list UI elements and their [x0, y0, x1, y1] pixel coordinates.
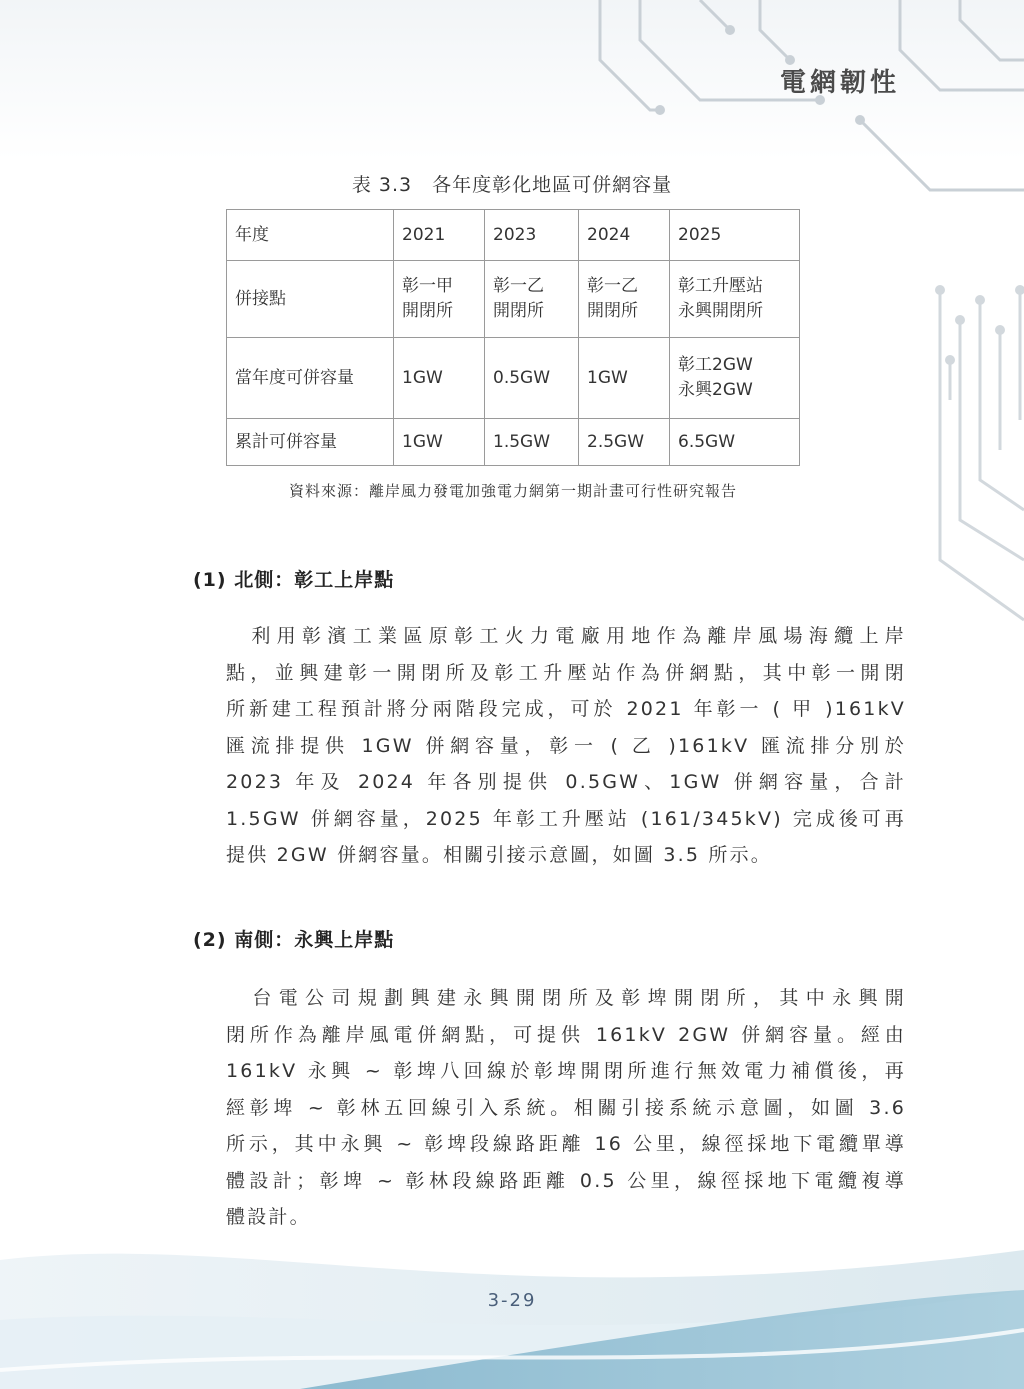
paragraph-line: 體設計；彰埤 ~ 彰林段線路距離 0.5 公里，線徑採地下電纜複導	[226, 1169, 906, 1192]
table-cell	[670, 419, 800, 466]
table-source: 資料來源：離岸風力發電加強電力網第一期計畫可行性研究報告	[288, 482, 737, 500]
paragraph-north	[226, 618, 906, 874]
table-cell	[579, 338, 670, 419]
paragraph-line: 161kV 永興 ~ 彰埤八回線於彰埤開閉所進行無效電力補償後，再	[226, 1060, 906, 1082]
table-cell-line: 6.5GW	[678, 431, 736, 452]
paragraph-line: 台電公司規劃興建永興開閉所及彰埤開閉所，其中永興開	[226, 987, 906, 1009]
paragraph-line: 點，並興建彰一開閉所及彰工升壓站作為併網點，其中彰一開閉	[226, 661, 906, 684]
table-cell	[579, 261, 670, 338]
table-cell-line: 開閉所	[402, 301, 453, 321]
table-cell-line: 彰一乙	[587, 276, 638, 296]
table-cell-line: 彰工升壓站	[678, 276, 763, 296]
paragraph-line: 體設計。	[226, 1206, 311, 1228]
section-title: 電網韌性	[780, 68, 901, 98]
table-row-label: 累計可併容量	[227, 419, 394, 466]
table-cell-line: 2021	[402, 224, 446, 245]
table-cell-line: 開閉所	[587, 301, 638, 321]
table-cell	[394, 419, 485, 466]
table-cell	[485, 261, 579, 338]
table-cell-line: 永興2GW	[678, 380, 753, 400]
paragraph-line: 閉所作為離岸風電併網點，可提供 161kV 2GW 併網容量。經由	[226, 1023, 906, 1046]
table-cell-line: 2025	[678, 224, 722, 245]
paragraph-line: 1.5GW 併網容量，2025 年彰工升壓站 (161/345kV) 完成後可再	[226, 807, 906, 830]
paragraph-line: 所示，其中永興 ~ 彰埤段線路距離 16 公里，線徑採地下電纜單導	[226, 1133, 906, 1155]
table-row	[227, 419, 800, 466]
table-cell-line: 2023	[493, 224, 537, 245]
table-row-label: 併接點	[227, 261, 394, 338]
table-row-label: 年度	[227, 210, 394, 261]
section-heading-north: (1) 北側：彰工上岸點	[193, 569, 395, 591]
table-cell	[670, 210, 800, 261]
table-cell	[579, 210, 670, 261]
table-cell-line: 彰工2GW	[678, 355, 753, 375]
table-cell-line: 0.5GW	[493, 367, 551, 388]
capacity-table	[226, 209, 800, 466]
table-cell	[485, 210, 579, 261]
paragraph-south	[226, 980, 906, 1236]
table-row	[227, 261, 800, 338]
table-cell-line: 1GW	[587, 367, 628, 388]
table-row	[227, 210, 800, 261]
section-heading-south: (2) 南側：永興上岸點	[193, 929, 395, 951]
table-cell-line: 彰一甲	[402, 276, 453, 296]
paragraph-line: 經彰埤 ~ 彰林五回線引入系統。相關引接系統示意圖，如圖 3.6	[226, 1096, 906, 1119]
table-cell	[394, 338, 485, 419]
table-cell	[485, 419, 579, 466]
table-cell-line: 永興開閉所	[678, 301, 763, 321]
table-row-label: 當年度可併容量	[227, 338, 394, 419]
table-cell-line: 1GW	[402, 431, 443, 452]
table-cell-line: 彰一乙	[493, 276, 544, 296]
table-row	[227, 338, 800, 419]
table-cell-line: 2.5GW	[587, 431, 645, 452]
table-cell	[394, 210, 485, 261]
table-cell-line: 開閉所	[493, 301, 544, 321]
table-caption: 表 3.3 各年度彰化地區可併網容量	[351, 174, 673, 196]
table-cell-line: 1GW	[402, 367, 443, 388]
table-cell	[670, 261, 800, 338]
table-cell	[579, 419, 670, 466]
paragraph-line: 所新建工程預計將分兩階段完成，可於 2021 年彰一 ( 甲 )161kV	[226, 698, 906, 720]
table-cell	[394, 261, 485, 338]
table-cell-line: 1.5GW	[493, 431, 551, 452]
paragraph-line: 利用彰濱工業區原彰工火力電廠用地作為離岸風場海纜上岸	[226, 625, 906, 647]
table-cell	[485, 338, 579, 419]
page-number: 3-29	[487, 1290, 537, 1311]
paragraph-line: 2023 年及 2024 年各別提供 0.5GW、1GW 併網容量，合計	[226, 771, 906, 793]
paragraph-line: 匯流排提供 1GW 併網容量，彰一 ( 乙 )161kV 匯流排分別於	[226, 734, 906, 757]
table-cell-line: 2024	[587, 224, 631, 245]
paragraph-line: 提供 2GW 併網容量。相關引接示意圖，如圖 3.5 所示。	[226, 844, 772, 866]
table-cell	[670, 338, 800, 419]
